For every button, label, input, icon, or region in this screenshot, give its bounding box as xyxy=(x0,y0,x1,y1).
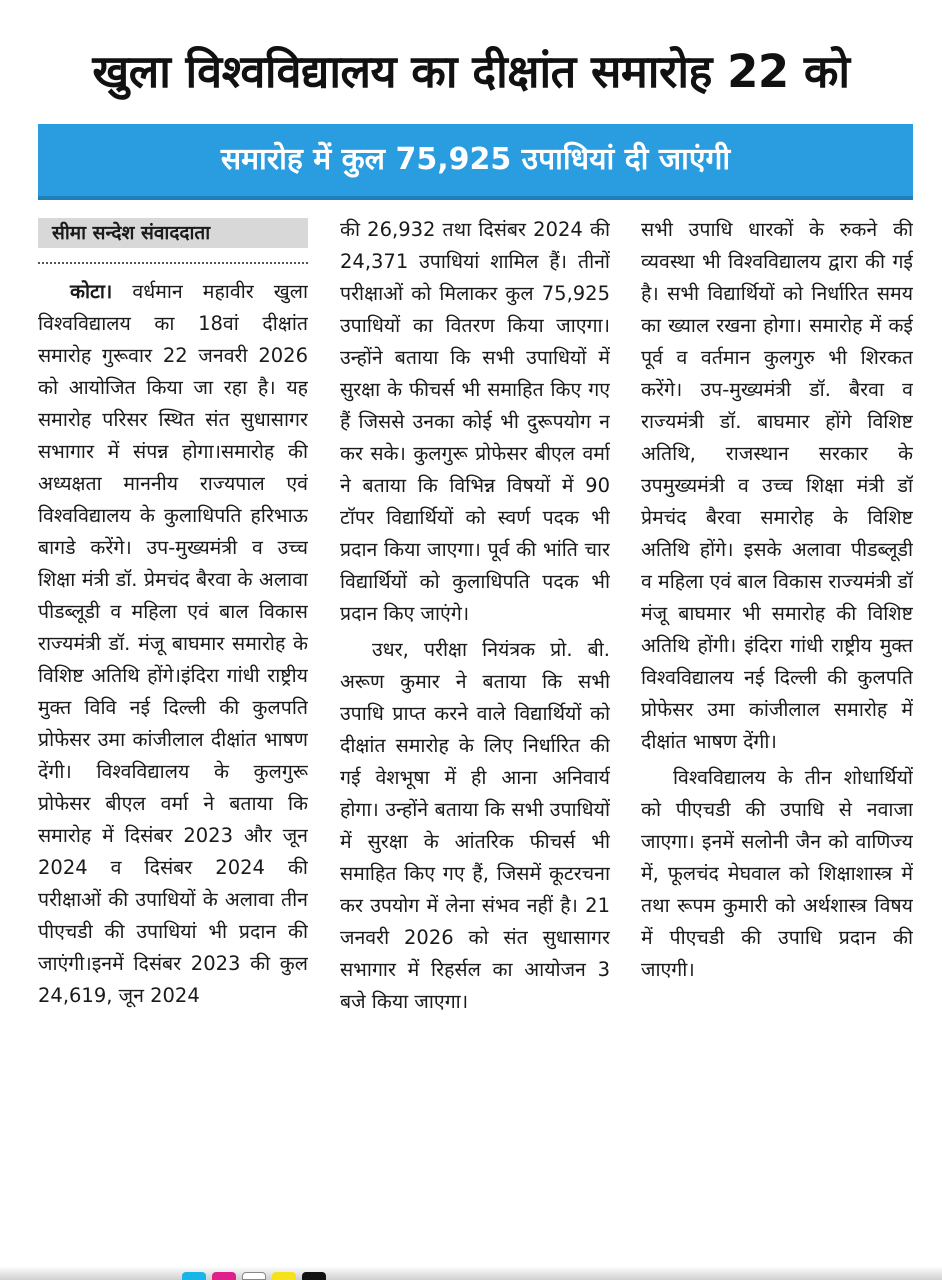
byline: सीमा सन्देश संवाददाता xyxy=(38,218,308,248)
article-column-1 xyxy=(38,214,308,1264)
paragraph: उधर, परीक्षा नियंत्रक प्रो. बी. अरूण कुमार ने बताया कि सभी उपाधि प्राप्त करने वाले विद्यार्थियों को दीक्षांत समारोह के लिए निर्धारित की गई वेशभूषा में ही आना अनिवार्य होगा। उन्होंने बताया कि सभी उपाधियों में सुरक्षा के आंतरिक फीचर्स भी समाहित किए गए हैं, जिसमें कूटरचना कर उपयोग में लेना संभव नहीं है। 21 जनवरी 2026 को संत सुधासागर सभागार में रिहर्सल का आयोजन 3 बजे किया जाएगा। xyxy=(340,638,610,1013)
paragraph xyxy=(38,276,308,1012)
cyan-mark xyxy=(182,1272,206,1280)
subheadline-banner xyxy=(38,124,913,200)
crosshair-mark xyxy=(242,1272,266,1280)
subheadline: समारोह में कुल 75,925 उपाधियां दी जाएंगी xyxy=(220,142,731,177)
magenta-mark xyxy=(212,1272,236,1280)
paragraph-text: वर्धमान महावीर खुला विश्वविद्यालय का 18वां दीक्षांत समारोह गुरूवार 22 जनवरी 2026 को आयोजित किया जा रहा है। यह समारोह परिसर स्थित संत सुधासागर सभागार में संपन्न होगा।समारोह की अध्यक्षता माननीय राज्यपाल एवं विश्वविद्यालय के कुलाधिपति हरिभाऊ बागडे करेंगे। उप-मुख्यमंत्री व उच्च शिक्षा मंत्री डॉ. प्रेमचंद बैरवा के अलावा पीडब्लूडी व महिला एवं बाल विकास राज्यमंत्री डॉ. मंजू बाघमार समारोह के विशिष्ट अतिथि होंगे।इंदिरा गांधी राष्ट्रीय मुक्त विवि नई दिल्ली की कुलपति प्रोफेसर उमा कांजीलाल दीक्षांत भाषण देंगी। विश्वविद्यालय के कुलगुरू प्रोफेसर बीएल वर्मा ने बताया कि समारोह में दिसंबर 2023 और जून 2024 व दिसंबर 2024 की परीक्षाओं की उपाधियों के अलावा तीन पीएचडी की उपाधियां भी प्रदान की जाएंगी।इनमें दिसंबर 2023 की कुल 24,619, जून 2024 xyxy=(38,280,308,1007)
yellow-mark xyxy=(272,1272,296,1280)
byline-dotted-rule xyxy=(38,248,308,264)
article-column-2 xyxy=(340,214,610,1264)
print-registration-marks xyxy=(182,1272,326,1280)
black-mark xyxy=(302,1272,326,1280)
page-bottom-edge xyxy=(0,1266,942,1280)
paragraph: की 26,932 तथा दिसंबर 2024 की 24,371 उपाधियां शामिल हैं। तीनों परीक्षाओं को मिलाकर कुल 75,925 उपाधियों का वितरण किया जाएगा। उन्होंने बताया कि सभी उपाधियों में सुरक्षा के फीचर्स भी समाहित किए गए हैं जिससे उनका कोई भी दुरूपयोग न कर सके। कुलगुरू प्रोफेसर बीएल वर्मा ने बताया कि विभिन्न विषयों में 90 टॉपर विद्यार्थियों को स्वर्ण पदक भी प्रदान किया जाएगा। पूर्व की भांति चार विद्यार्थियों को कुलाधिपति पदक भी प्रदान किए जाएंगे। xyxy=(340,218,610,625)
paragraph: सभी उपाधि धारकों के रुकने की व्यवस्था भी विश्वविद्यालय द्वारा की गई है। सभी विद्यार्थियों को निर्धारित समय का ख्याल रखना होगा। समारोह में कई पूर्व व वर्तमान कुलगुरु भी शिरकत करेंगे। उप-मुख्यमंत्री डॉ. बैरवा व राज्यमंत्री डॉ. बाघमार होंगे विशिष्ट अतिथि, राजस्थान सरकार के उपमुख्यमंत्री व उच्च शिक्षा मंत्री डॉ प्रेमचंद बैरवा समारोह के विशिष्ट अतिथि होंगे। इसके अलावा पीडब्लूडी व महिला एवं बाल विकास राज्यमंत्री डॉ मंजू बाघमार भी समारोह की विशिष्ट अतिथि होंगी। इंदिरा गांधी राष्ट्रीय मुक्त विश्वविद्यालय नई दिल्ली की कुलपति प्रोफेसर उमा कांजीलाल समारोह में दीक्षांत भाषण देंगी। xyxy=(641,218,913,753)
article-column-3 xyxy=(641,214,913,1264)
headline: खुला विश्वविद्यालय का दीक्षांत समारोह 22 को xyxy=(92,45,850,98)
clipped-previous-line xyxy=(0,0,942,14)
dateline: कोटा। xyxy=(70,280,113,303)
paragraph: विश्वविद्यालय के तीन शोधार्थियों को पीएचडी की उपाधि से नवाजा जाएगा। इनमें सलोनी जैन को वाणिज्य में, फूलचंद मेघवाल को शिक्षाशास्त्र में तथा रूपम कुमारी को अर्थशास्त्र विषय में पीएचडी की उपाधि प्रदान की जाएगी। xyxy=(641,766,913,981)
